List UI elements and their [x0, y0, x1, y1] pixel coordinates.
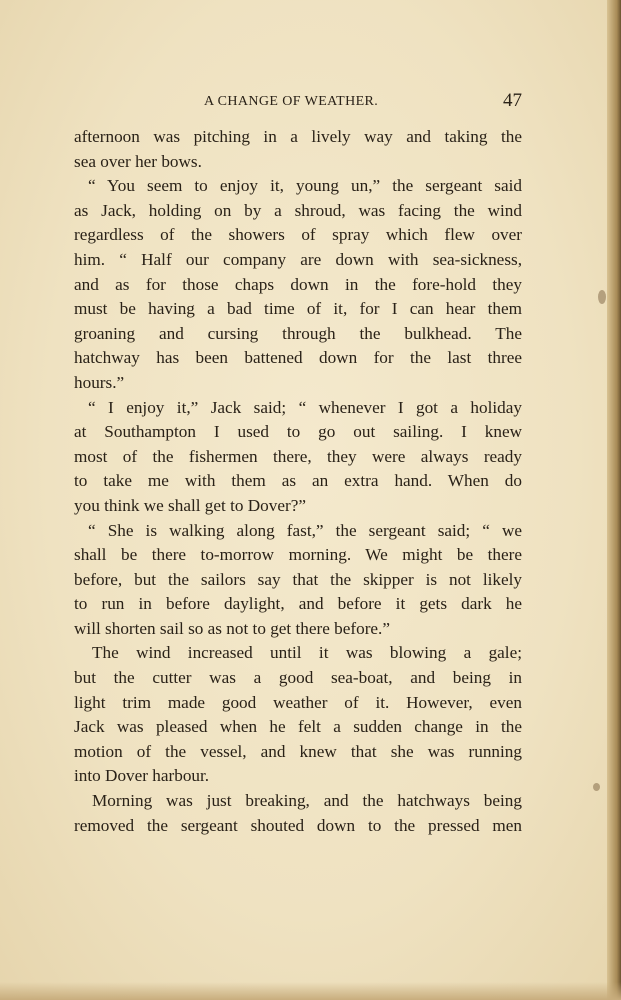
text-line: removed the sergeant shouted down to the pressed men — [74, 815, 522, 835]
text-line: him. “ Half our company are down with sea-sickness, — [74, 249, 522, 269]
text-line: The wind increased until it was blowing a gale; — [92, 643, 522, 663]
text-line: hatchway has been battened down for the last three — [74, 348, 522, 368]
text-line: but the cutter was a good sea-boat, and being in — [74, 668, 522, 688]
text-line: to run in before daylight, and before it gets dark he — [74, 594, 522, 614]
page-bottom-shadow — [0, 982, 621, 1000]
text-line: must be having a bad time of it, for I can hear them — [74, 299, 522, 319]
text-line: groaning and cursing through the bulkhead. The — [74, 323, 522, 343]
running-header — [74, 86, 524, 116]
text-line: light trim made good weather of it. However, even — [74, 692, 522, 712]
text-line: hours.” — [74, 372, 125, 392]
text-line: most of the fishermen there, they were always ready — [74, 446, 522, 466]
running-title: A CHANGE OF WEATHER. — [204, 94, 379, 109]
text-line: at Southampton I used to go out sailing. I knew — [74, 422, 522, 442]
text-line: shall be there to-morrow morning. We might be there — [74, 545, 522, 565]
text-line: regardless of the showers of spray which flew over — [74, 225, 522, 245]
text-line: will shorten sail so as not to get there before.” — [74, 618, 390, 638]
text-line: Morning was just breaking, and the hatchways being — [92, 791, 522, 811]
text-line: afternoon was pitching in a lively way and taking the — [74, 127, 522, 146]
text-line: you think we shall get to Dover?” — [74, 495, 306, 515]
text-line: into Dover harbour. — [74, 766, 210, 786]
text-line: Jack was pleased when he felt a sudden change in the — [74, 717, 522, 737]
foxing-spot — [598, 290, 606, 304]
text-line: as Jack, holding on by a shroud, was facing the wind — [74, 200, 522, 220]
text-line: and as for those chaps down in the fore-hold they — [74, 274, 522, 294]
text-line: before, but the sailors say that the skipper is not likely — [74, 569, 522, 589]
text-line: motion of the vessel, and knew that she was running — [74, 741, 522, 761]
text-line: “ She is walking along fast,” the sergeant said; “ we — [88, 520, 522, 540]
text-line: to take me with them as an extra hand. When do — [74, 471, 522, 491]
body-text — [74, 125, 522, 838]
text-line: “ You seem to enjoy it, young un,” the sergeant said — [88, 176, 522, 196]
text-line: “ I enjoy it,” Jack said; “ whenever I got a holiday — [88, 397, 522, 417]
foxing-spot — [593, 783, 600, 791]
page-number: 47 — [503, 90, 522, 111]
text-line: sea over her bows. — [74, 151, 202, 171]
page-edge — [607, 0, 621, 1000]
